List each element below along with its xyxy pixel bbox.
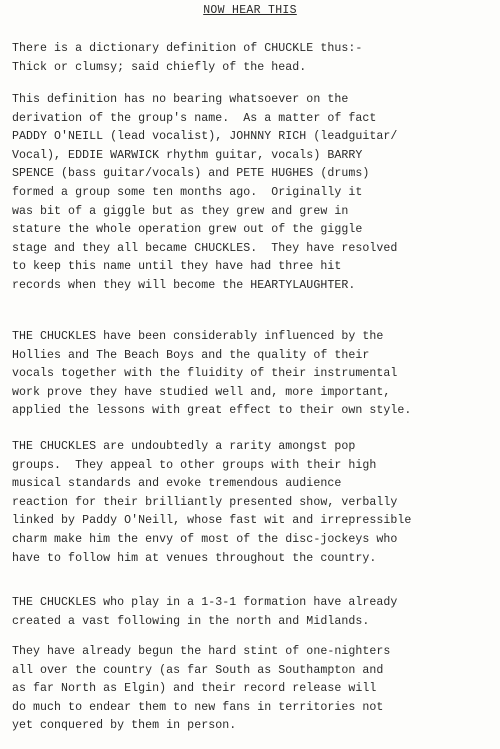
text-line: stature the whole operation grew out of the giggle [12, 223, 363, 237]
text-line: formed a group some ten months ago. Originally it [12, 185, 363, 199]
text-line: vocals together with the fluidity of their instrumental [12, 367, 398, 381]
text-line: THE CHUCKLES have been considerably influenced by the [12, 330, 384, 343]
text-line: linked by Paddy O'Neill, whose fast wit and irrepressible [12, 514, 412, 528]
text-line: applied the lessons with great effect to their own style. [12, 404, 412, 418]
text-line: all over the country (as far South as Southampton and [12, 663, 384, 677]
text-line: was bit of a giggle but as they grew and grew in [12, 204, 349, 218]
text-line: reaction for their brilliantly presented show, verbally [12, 495, 398, 509]
text-line: musical standards and evoke tremendous audience [12, 477, 342, 491]
text-line: have to follow him at venues throughout the country. [12, 551, 377, 565]
paragraph-members [12, 91, 496, 296]
text-line: PADDY O'NEILL (lead vocalist), JOHNNY RICH (leadguitar/ [12, 130, 398, 144]
text-line: derivation of the group's name. As a matter of fact [12, 111, 377, 125]
text-line: work prove they have studied well and, more important, [12, 385, 391, 399]
text-line: This definition has no bearing whatsoever on the [12, 93, 349, 106]
paragraph-rarity [12, 438, 496, 568]
text-line: Vocal), EDDIE WARWICK rhythm guitar, vocals) BARRY [12, 148, 363, 162]
text-line: do much to endear them to new fans in territories not [12, 700, 384, 714]
text-line: Hollies and The Beach Boys and the quality of their [12, 348, 370, 362]
text-line: charm make him the envy of most of the disc-jockeys who [12, 532, 398, 546]
text-line: THE CHUCKLES who play in a 1-3-1 formation have already [12, 596, 398, 609]
text-line: There is a dictionary definition of CHUCKLE thus:- [12, 42, 363, 55]
text-line: They have already begun the hard stint of one-nighters [12, 645, 391, 658]
text-line: records when they will become the HEARTYLAUGHTER. [12, 278, 356, 292]
text-line: groups. They appeal to other groups with their high [12, 458, 377, 472]
document-heading: NOW HEAR THIS [203, 4, 297, 17]
text-line: yet conquered by them in person. [12, 719, 237, 733]
text-line: Thick or clumsy; said chiefly of the head. [12, 60, 307, 74]
paragraph-definition [12, 40, 496, 77]
paragraph-touring [12, 643, 496, 736]
text-line: SPENCE (bass guitar/vocals) and PETE HUGHES (drums) [12, 167, 370, 181]
text-line: created a vast following in the north and Midlands. [12, 614, 370, 628]
paragraph-formation [12, 594, 496, 631]
text-line: to keep this name until they have had three hit [12, 260, 342, 274]
text-line: stage and they all became CHUCKLES. They have resolved [12, 241, 398, 255]
paragraph-influences [12, 328, 496, 421]
text-line: THE CHUCKLES are undoubtedly a rarity amongst pop [12, 440, 356, 453]
text-line: as far North as Elgin) and their record release will [12, 682, 377, 696]
